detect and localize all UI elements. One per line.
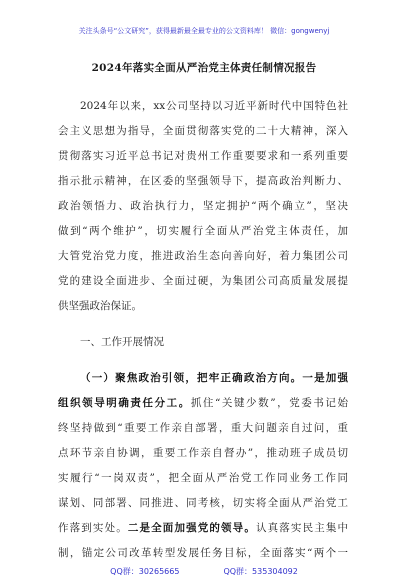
footer-qq-group-2: QQ群：535304092 (223, 567, 298, 576)
para-line-7 (58, 521, 348, 535)
footer-qq-group-1: QQ群：30265665 (110, 567, 180, 576)
para-line-7-start: 作落到实处。 (58, 522, 128, 534)
para-line-2 (58, 396, 348, 410)
para-line-8: 制，锚定公司改革转型发展任务目标，全面落实“两个一 (58, 547, 348, 559)
intro-line-9: 供坚强政治保证。 (58, 300, 142, 312)
intro-line-7: 大管党治党力度，推进政治生态向善向好，着力集团公司 (58, 250, 348, 262)
intro-line-2: 会主义思想为指导，全面贯彻落实党的二十大精神，深入 (58, 125, 348, 137)
intro-line-8: 党的建设全面进步、全面过硬，为集团公司高质量发展提 (58, 275, 348, 287)
section-heading: 一、工作开展情况 (80, 336, 164, 348)
intro-line-4: 指示批示精神，在区委的坚强领导下，提高政治判断力、 (58, 175, 348, 187)
para-line-6: 谋划、同部署、同推进、同考核，切实将全面从严治党工 (58, 497, 348, 509)
para-line-3: 终坚持做到“重要工作亲自部署，重大问题亲自过问，重 (58, 422, 348, 434)
para-line-2-rest: 抓住“关键少数”，党委书记始 (190, 397, 348, 409)
intro-line-6: 做到“两个维护”，切实履行全面从严治党主体责任，加 (58, 225, 348, 237)
para-line-4: 点环节亲自协调，重要工作亲自督办”，推动班子成员切 (58, 447, 348, 459)
para-line-1: （一）聚焦政治引领，把牢正确政治方向。一是加强 (80, 372, 348, 384)
para-line-7-end: 认真落实民主集中 (255, 522, 348, 534)
document-title: 2024年落实全面从严治党主体责任制情况报告 (91, 62, 317, 74)
footer (0, 566, 408, 577)
intro-line-1: 2024年以来，xx公司坚持以习近平新时代中国特色社 (80, 100, 348, 112)
subpoint-heading-1: 组织领导明确责任分工。 (58, 397, 191, 409)
intro-line-3: 贯彻落实习近平总书记对贵州工作重要要求和一系列重要 (58, 150, 348, 162)
intro-line-5: 政治领悟力、政治执行力，坚定拥护“两个确立”，坚决 (58, 200, 348, 212)
subpoint-heading-2: 二是全面加强党的领导。 (127, 522, 256, 534)
top-banner: 关注头条号“公文研究”，获得最新最全最专业的公文资料库！ 微信：gongwenyj (78, 27, 330, 35)
para-line-5: 实履行“一岗双责”，把全面从严治党工作同业务工作同 (58, 472, 348, 484)
